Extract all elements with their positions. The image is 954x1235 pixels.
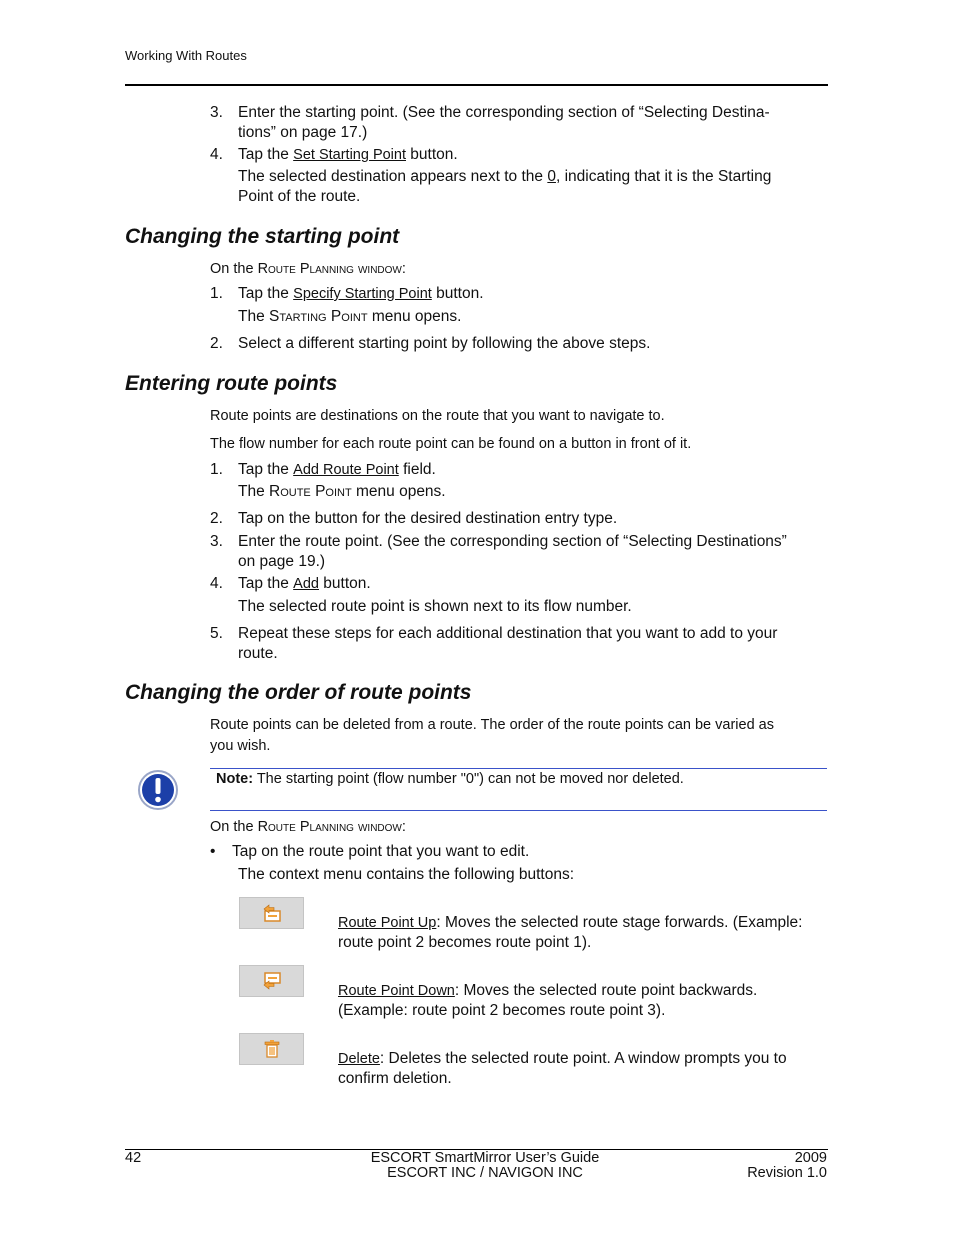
delete-button[interactable] — [239, 1033, 304, 1065]
intro-step-4-result: The selected destination appears next to the 0, indicating that it is the Starting Point of the route. — [238, 168, 772, 205]
footer-right: 2009 Revision 1.0 — [747, 1150, 827, 1181]
route-planning-lead: On the Route Planning window: — [210, 819, 406, 835]
intro-step-3 — [210, 103, 223, 123]
step-number: 5. — [210, 625, 223, 642]
page-number: 42 — [125, 1150, 142, 1166]
section-title-changing-starting-point: Changing the starting point — [125, 225, 400, 248]
delete-desc: Delete: Deletes the selected route point. A window prompts you to confirm deletion. — [338, 1050, 787, 1087]
route-planning-lead: On the Route Planning window: — [210, 261, 406, 277]
step-number: 3. — [210, 533, 223, 550]
paragraph: Route points can be deleted from a route. The order of the route points can be varied as you wish. — [210, 717, 774, 754]
route-point-down-desc: Route Point Down: Moves the selected route point backwards. (Example: route point 2 becomes route point 3). — [338, 982, 758, 1019]
step-number: 2. — [210, 510, 223, 527]
step-number: 4. — [210, 575, 223, 592]
route-point-down-button[interactable] — [239, 965, 304, 997]
step-number: 2. — [210, 335, 223, 352]
note-text: Note: The starting point (flow number "0") can not be moved nor deleted. — [216, 771, 684, 787]
step-number: 1. — [210, 461, 223, 478]
section-title-entering-route-points: Entering route points — [125, 372, 338, 395]
intro-step-4: Tap the Set Starting Point button. — [238, 146, 458, 163]
route-point-up-desc: Route Point Up: Moves the selected route stage forwards. (Example: route point 2 becomes route point 1). — [338, 914, 803, 951]
route-step-1: Tap the Add Route Point field. — [238, 461, 436, 478]
route-step-1-result: The Route Point menu opens. — [238, 483, 446, 500]
step-number: 3. — [210, 104, 223, 121]
route-point-up-icon — [261, 902, 283, 924]
running-header: Working With Routes — [125, 48, 247, 63]
paragraph: Route points are destinations on the route that you want to navigate to. — [210, 408, 665, 424]
intro-step-4-number: 4. — [210, 146, 223, 163]
route-step-4-result: The selected route point is shown next to its flow number. — [238, 598, 632, 615]
bullet: • — [210, 843, 216, 860]
context-menu-intro: The context menu contains the following buttons: — [238, 866, 575, 883]
start-step-1: Tap the Specify Starting Point button. — [238, 285, 484, 302]
route-step-5: Repeat these steps for each additional destination that you want to add to your route. — [238, 625, 778, 662]
intro-step-3-text: Enter the starting point. (See the corresponding section of “Selecting Destina- tions” on page 17.) — [238, 104, 770, 141]
start-step-2: Select a different starting point by following the above steps. — [238, 335, 651, 352]
trash-icon — [261, 1038, 283, 1060]
set-starting-point-link: Set Starting Point — [293, 147, 406, 163]
note-bottom-rule — [210, 810, 827, 811]
paragraph: The flow number for each route point can be found on a button in front of it. — [210, 436, 692, 452]
route-step-4: Tap the Add button. — [238, 575, 371, 592]
add-route-point-link: Add Route Point — [293, 462, 399, 478]
add-link: Add — [293, 576, 319, 592]
section-title-changing-order: Changing the order of route points — [125, 681, 472, 704]
route-step-3: Enter the route point. (See the corresponding section of “Selecting Destinations” on page 19.) — [238, 533, 787, 570]
step-number: 1. — [210, 285, 223, 302]
specify-starting-point-link: Specify Starting Point — [293, 286, 432, 302]
footer-center: ESCORT SmartMirror User’s Guide ESCORT INC / NAVIGON INC — [370, 1150, 600, 1181]
start-step-1-result: The Starting Point menu opens. — [238, 308, 462, 325]
route-point-down-icon — [261, 970, 283, 992]
header-rule — [125, 84, 828, 86]
route-point-up-button[interactable] — [239, 897, 304, 929]
exclamation-icon — [137, 769, 179, 811]
route-step-2: Tap on the button for the desired destination entry type. — [238, 510, 618, 527]
bullet-text: Tap on the route point that you want to edit. — [232, 843, 530, 860]
